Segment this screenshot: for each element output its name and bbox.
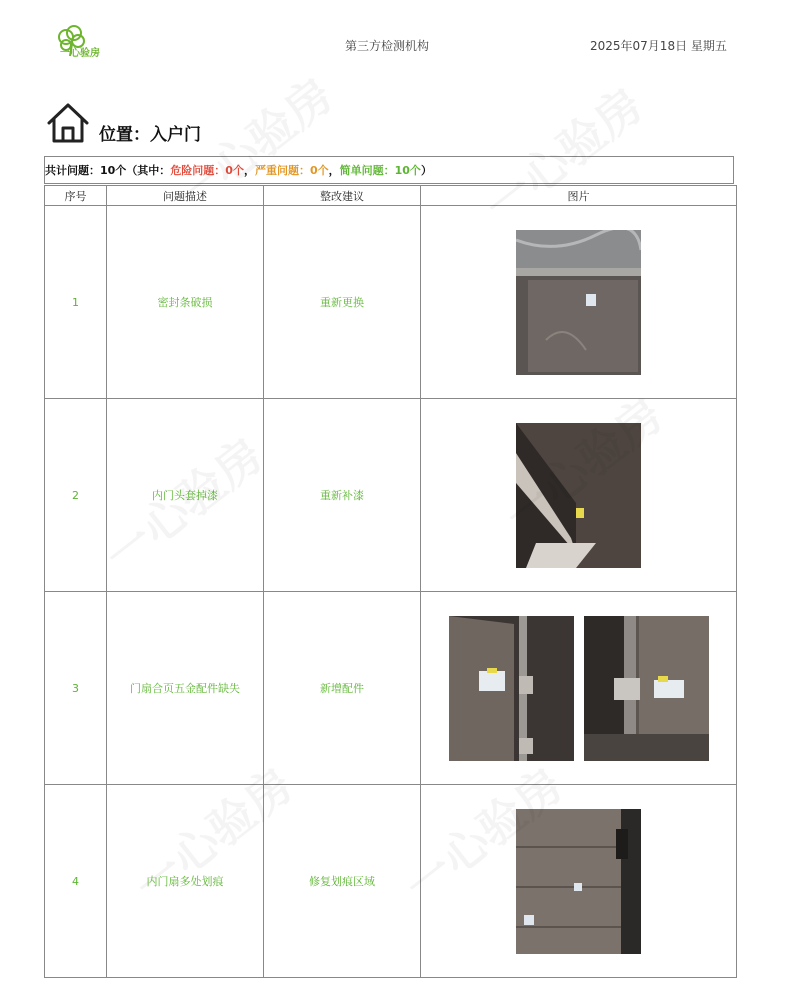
- column-header-photo: 图片: [421, 186, 737, 206]
- fix-suggestion: 重新更换: [264, 206, 421, 399]
- summary-simple: 简单问题：10个: [339, 164, 421, 177]
- summary-total: 共计问题：10个（其中：: [45, 164, 171, 177]
- row-number: 2: [45, 399, 107, 592]
- photo-cell: [421, 399, 737, 592]
- issue-photo[interactable]: [516, 230, 641, 375]
- issue-photo[interactable]: [516, 423, 641, 568]
- photo-cell: [421, 592, 737, 785]
- summary-severe: 严重问题：0个: [254, 164, 329, 177]
- summary-separator: ，: [243, 164, 255, 177]
- photo-cell: [421, 785, 737, 978]
- row-number: 1: [45, 206, 107, 399]
- row-number: 4: [45, 785, 107, 978]
- issue-photo[interactable]: [516, 809, 641, 954]
- fix-suggestion: 重新补漆: [264, 399, 421, 592]
- table-row: [45, 399, 737, 592]
- row-number: 3: [45, 592, 107, 785]
- organization-name: 第三方检测机构: [345, 39, 430, 53]
- column-header-description: 问题描述: [107, 186, 264, 206]
- issue-description: 门扇合页五金配件缺失: [107, 592, 264, 785]
- house-icon: [46, 102, 90, 144]
- page-header: [0, 0, 795, 80]
- column-header-no: 序号: [45, 186, 107, 206]
- issue-photo[interactable]: [584, 616, 709, 761]
- summary-separator: ，: [328, 164, 340, 177]
- table-row: [45, 785, 737, 978]
- issues-table: [44, 185, 737, 978]
- summary-close: ）: [420, 164, 432, 177]
- table-header-row: [45, 186, 737, 206]
- issue-summary: [44, 156, 734, 184]
- issue-description: 内门扇多处划痕: [107, 785, 264, 978]
- location-title: 位置：入户门: [99, 125, 201, 145]
- fix-suggestion: 新增配件: [264, 592, 421, 785]
- table-row: [45, 592, 737, 785]
- issue-photo[interactable]: [449, 616, 574, 761]
- logo-text: 一心验房: [60, 48, 100, 59]
- report-date: 2025年07月18日 星期五: [590, 39, 727, 53]
- issue-description: 内门头套掉漆: [107, 399, 264, 592]
- column-header-suggestion: 整改建议: [264, 186, 421, 206]
- summary-danger: 危险问题：0个: [170, 164, 244, 177]
- photo-cell: [421, 206, 737, 399]
- fix-suggestion: 修复划痕区域: [264, 785, 421, 978]
- table-row: [45, 206, 737, 399]
- issue-description: 密封条破损: [107, 206, 264, 399]
